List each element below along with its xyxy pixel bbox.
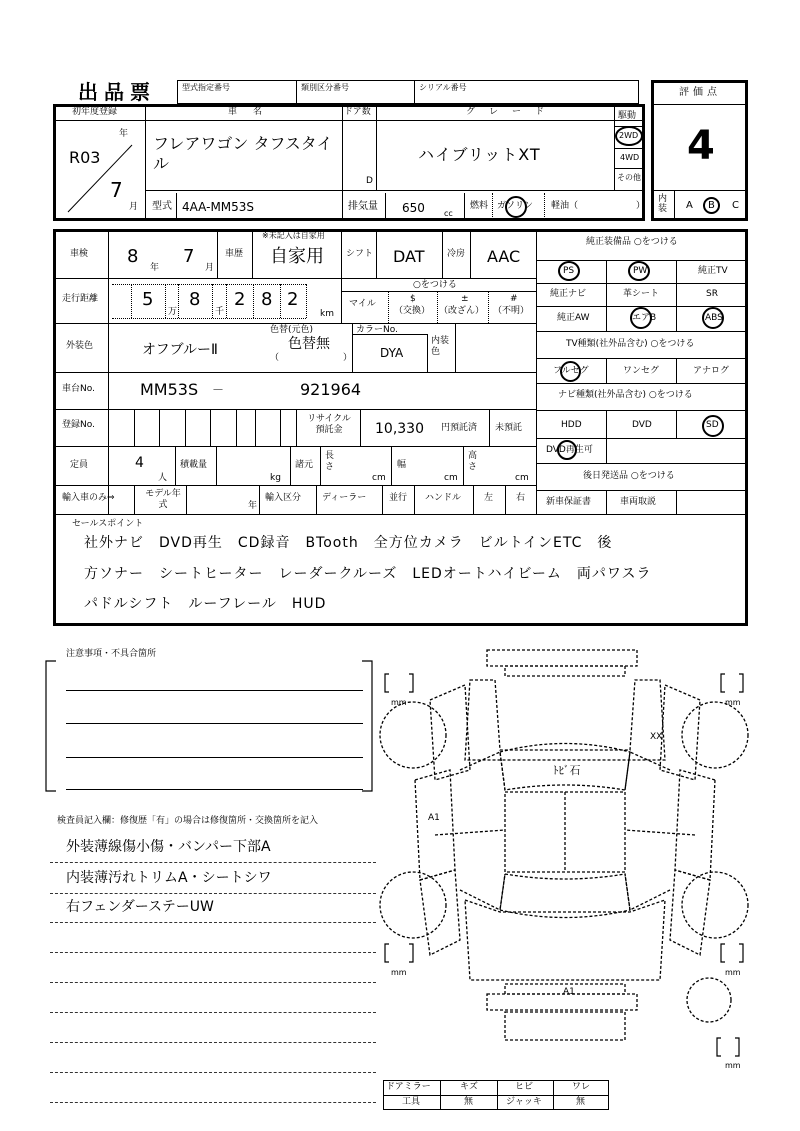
- altered-label: （改ざん）: [439, 306, 485, 316]
- grade-value: ハイブリットXT: [418, 145, 541, 164]
- equip-airbag-circle: [630, 307, 652, 329]
- navi-sd: SD: [706, 420, 719, 430]
- equip-ps-circle: [558, 261, 580, 281]
- altered-sym: ±: [461, 294, 469, 304]
- mile-label: マイル: [349, 299, 376, 309]
- color-label: 外装色: [66, 341, 94, 351]
- km-unit: km: [320, 309, 334, 319]
- later-manual: 車両取説: [620, 497, 657, 507]
- load-label: 積載量: [180, 460, 208, 470]
- mileage-digit-2: 5: [142, 289, 154, 310]
- drive-other: その他: [617, 173, 641, 182]
- category-no-label: 類別区分番号: [301, 83, 349, 92]
- inspection-label: 車検: [70, 249, 89, 259]
- header-code-box: [177, 80, 639, 104]
- capacity-unit: 人: [158, 473, 168, 483]
- serial-no-label: シリアル番号: [419, 83, 467, 92]
- equip-tv: 純正TV: [698, 266, 728, 276]
- sales-point-line-2: 方ソナー シートヒーター レーダークルーズ LEDオートハイビーム 両パワスラ: [84, 566, 652, 582]
- mileage-sen-unit: 千: [215, 307, 225, 317]
- fuel-label: 燃料: [470, 201, 489, 211]
- width-cm: cm: [444, 473, 458, 483]
- mileage-digit-3: 8: [189, 289, 201, 310]
- height-cm: cm: [515, 473, 529, 483]
- right-front-wheel-mark: XX: [650, 732, 663, 742]
- unknown-sym: #: [510, 294, 518, 304]
- inspection-year-unit: 年: [150, 263, 160, 273]
- mileage-digit-5: 8: [261, 289, 273, 310]
- exchange-label: （交換）: [394, 306, 431, 316]
- eval-score: 4: [687, 123, 715, 169]
- windshield-note: ﾄﾋﾞ石: [553, 764, 581, 777]
- displacement-label: 排気量: [348, 201, 378, 212]
- tv-fullseg-circle: [560, 361, 581, 382]
- legend-value-3: ジャッキ: [506, 1097, 542, 1107]
- drive-2wd: 2WD: [619, 131, 639, 140]
- length-cm: cm: [372, 473, 386, 483]
- mm-spare: mm: [725, 1061, 741, 1070]
- car-name-label: 車名: [228, 107, 279, 117]
- navi-dvd-playback-circle: [557, 440, 577, 460]
- equip-ps: PS: [563, 266, 575, 276]
- chassis-dash: －: [212, 383, 225, 397]
- navi-sd-circle: [702, 415, 724, 437]
- inspector-line-2: 内装薄汚れトリムA・シートシワ: [66, 870, 272, 886]
- equip-aw: 純正AW: [557, 313, 590, 323]
- registration-label: 登録No.: [62, 420, 95, 430]
- recycle-unpaid: 未預託: [495, 423, 523, 433]
- equipment-title: 純正装備品 ○をつける: [586, 237, 678, 247]
- month-unit: 月: [129, 202, 139, 212]
- ac-value: AAC: [487, 247, 521, 266]
- fuel-gasoline-circle: [505, 196, 527, 218]
- equip-pw-circle: [628, 261, 650, 281]
- first-reg-month: 7: [110, 178, 123, 202]
- equip-abs-circle: [702, 307, 724, 329]
- repaint-value: 色替無: [288, 336, 330, 352]
- exchange-sym: $: [410, 294, 416, 304]
- recycle-value: 10,330: [375, 421, 424, 437]
- drive-4wd: 4WD: [620, 153, 640, 162]
- interior-c: C: [732, 200, 739, 211]
- equip-navi: 純正ナビ: [550, 289, 587, 299]
- first-reg-slash: [60, 140, 140, 220]
- repaint-paren-open: （: [270, 353, 280, 363]
- legend-header-1: ドアミラー: [386, 1082, 431, 1092]
- unknown-label: （不明）: [493, 306, 530, 316]
- sales-points-label: セールスポイント: [72, 519, 144, 529]
- interior-label: 内装: [658, 194, 668, 214]
- color-no-value: DYA: [380, 346, 404, 360]
- navi-hdd: HDD: [561, 420, 582, 430]
- grade-label: グレード: [466, 107, 559, 117]
- inspector-label: 検査員記入欄：修復歴「有」の場合は修復箇所・交換箇所を記入: [57, 816, 319, 826]
- inspection-month: 7: [183, 246, 195, 267]
- capacity-label: 定員: [70, 460, 89, 470]
- chassis-number: 921964: [300, 380, 362, 399]
- mm-rear-left: mm: [391, 968, 407, 977]
- height-label: 高さ: [468, 451, 478, 472]
- left-side-mark: A1: [428, 813, 440, 823]
- mileage-mark-note: ○をつける: [413, 280, 457, 290]
- notes-box-frame: [44, 656, 384, 796]
- sales-point-line-1: 社外ナビ DVD再生 CD録音 BTooth 全方位カメラ ビルトインETC 後: [84, 535, 613, 551]
- tv-oneseg: ワンセグ: [623, 366, 660, 376]
- inspection-year: 8: [127, 246, 139, 267]
- import-label: 輸入車のみ⇒: [62, 493, 115, 503]
- model-year-unit: 年: [248, 501, 258, 511]
- dealer-option: ディーラー: [322, 493, 367, 503]
- year-unit: 年: [119, 129, 129, 139]
- later-warranty: 新車保証書: [546, 497, 592, 507]
- import-category: 輸入区分: [265, 493, 302, 503]
- chassis-prefix: MM53S: [140, 380, 199, 399]
- first-reg-era-year: R03: [69, 148, 101, 167]
- handle-left: 左: [484, 493, 494, 503]
- ac-label: 冷房: [447, 249, 466, 259]
- legend-value-1: 工具: [402, 1097, 421, 1107]
- model-year-label: モデル年式: [145, 489, 181, 510]
- mileage-man-unit: 万: [168, 307, 178, 317]
- car-name: フレアワゴン タフスタイル: [153, 134, 333, 173]
- fuel-close-paren: ）: [636, 201, 646, 211]
- mileage-label: 走行距離: [62, 294, 99, 304]
- legend-header-2: キズ: [460, 1082, 478, 1092]
- fuel-gasoline: ガソリン: [497, 201, 534, 211]
- capacity-value: 4: [135, 455, 144, 471]
- interior-color-label: 内装色: [431, 336, 450, 357]
- interior-b: B: [708, 200, 715, 211]
- dims-label: 諸元: [295, 460, 314, 470]
- notes-label: 注意事項・不具合箇所: [66, 649, 157, 659]
- mileage-digit-4: 2: [234, 289, 246, 310]
- door-suffix: D: [366, 176, 373, 186]
- form-title: 出品票: [78, 80, 156, 104]
- tv-analog: アナログ: [693, 366, 730, 376]
- door-label: ドア数: [344, 107, 371, 117]
- sales-point-line-3: パドルシフト ルーフレール HUD: [84, 596, 327, 612]
- model-type-no-label: 型式指定番号: [182, 83, 230, 92]
- eval-label: 評価点: [679, 87, 721, 98]
- mm-front-left: mm: [391, 698, 407, 707]
- history-value: 自家用: [270, 246, 324, 267]
- later-title: 後日発送品 ○をつける: [583, 471, 675, 481]
- load-kg-unit: kg: [270, 473, 281, 483]
- navi-dvd: DVD: [632, 420, 652, 430]
- shift-value: DAT: [393, 247, 425, 266]
- interior-b-circle: [703, 197, 720, 214]
- repaint-paren-close: ）: [343, 353, 353, 363]
- inspector-line-1: 外装薄線傷小傷・バンパー下部A: [66, 839, 271, 855]
- model-value: 4AA-MM53S: [182, 200, 255, 214]
- tv-title: TV種類(社外品含む) ○をつける: [566, 339, 695, 349]
- cc-unit: cc: [444, 209, 453, 218]
- first-reg-label: 初年度登録: [72, 107, 118, 117]
- shift-label: シフト: [346, 249, 374, 259]
- history-label: 車歴: [225, 249, 244, 259]
- drive-label: 駆動: [618, 111, 637, 121]
- color-no-label: カラーNo.: [356, 325, 398, 335]
- color-value: オフブルーⅡ: [142, 342, 218, 358]
- mm-front-right: mm: [725, 698, 741, 707]
- navi-dvd-playback: DVD再生可: [546, 445, 593, 455]
- equip-pw: PW: [633, 266, 648, 276]
- inspection-month-unit: 月: [205, 263, 215, 273]
- fuel-light-oil: 軽油（: [551, 201, 579, 211]
- legend-header-3: ヒビ: [515, 1082, 534, 1092]
- rear-mark: A1: [563, 987, 575, 997]
- width-label: 幅: [397, 460, 407, 470]
- handle-label: ハンドル: [425, 493, 462, 503]
- recycle-status: 円預託済: [441, 423, 478, 433]
- handle-right: 右: [516, 493, 526, 503]
- legend-value-4: 無: [576, 1097, 586, 1107]
- equip-leather: 革シート: [623, 289, 660, 299]
- equip-abs: ABS: [705, 313, 723, 323]
- displacement-value: 650: [402, 201, 425, 215]
- recycle-label: リサイクル預託金: [307, 414, 351, 435]
- mileage-digit-6: 2: [287, 289, 299, 310]
- history-note: ※未記入は自家用: [262, 231, 325, 240]
- navi-title: ナビ種類(社外品含む) ○をつける: [558, 390, 693, 400]
- inspector-line-3: 右フェンダーステーUW: [66, 899, 214, 915]
- tv-fullseg: フルセグ: [553, 366, 589, 376]
- car-body-diagram: [375, 640, 755, 1080]
- legend-header-4: ワレ: [572, 1082, 591, 1092]
- repaint-label: 色替(元色): [270, 325, 314, 335]
- equip-airbag: エアB: [632, 313, 657, 323]
- mm-rear-right: mm: [725, 968, 741, 977]
- model-label: 型式: [152, 201, 172, 212]
- length-label: 長さ: [325, 451, 335, 472]
- chassis-label: 車台No.: [62, 384, 95, 394]
- legend-value-2: 無: [464, 1097, 474, 1107]
- parallel-option: 並行: [389, 493, 408, 503]
- drive-2wd-circle: [615, 126, 643, 146]
- interior-a: A: [686, 200, 693, 211]
- equip-sr: SR: [706, 289, 718, 299]
